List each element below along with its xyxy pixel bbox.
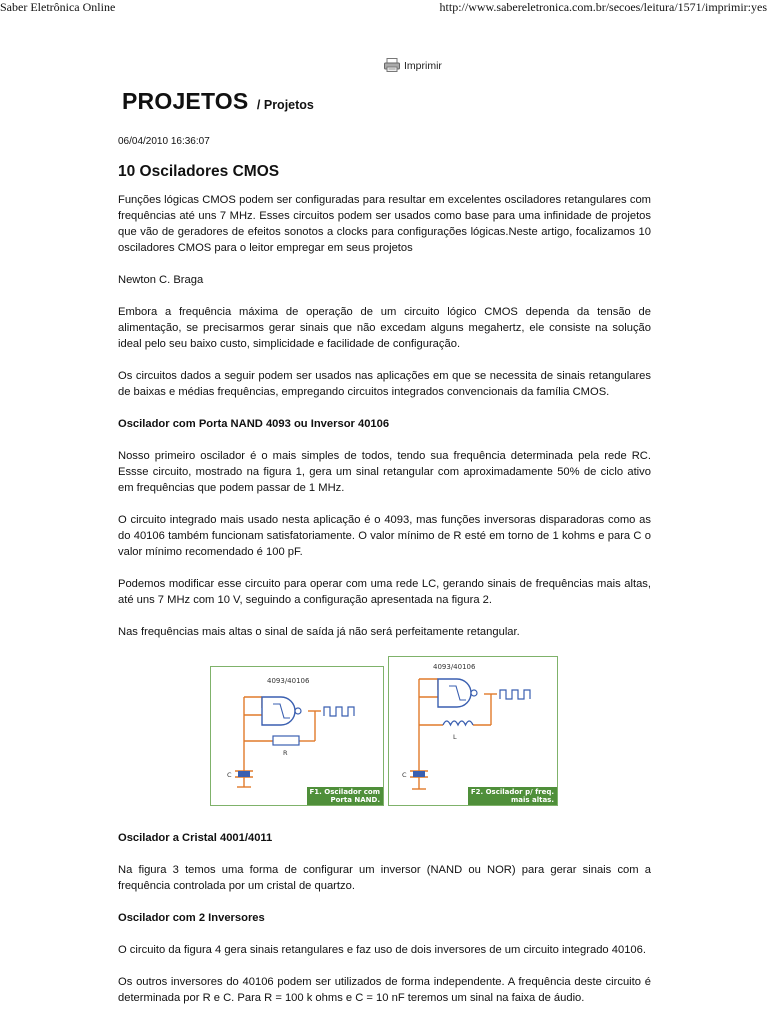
figure-2-l-label: L <box>453 733 457 741</box>
paragraph: Embora a frequência máxima de operação de um circuito lógico CMOS dependa da tensão de alimentação, se precisarmos gerar sinais que não excedam alguns megahertz, ele consiste na solução ideal pelo seu baixo custo, simplicidade e facilidade de configuração. <box>118 306 651 350</box>
paragraph: O circuito integrado mais usado nesta aplicação é o 4093, mas funções inversoras disparadoras como as do 40106 também funcionam satisfatoriamente. O valor mínimo de R esté em torno de 1 kohms e para C o valor mínimo recomendado é 100 pF. <box>118 514 651 558</box>
figure-1-r-label: R <box>283 749 288 757</box>
article-intro: Funções lógicas CMOS podem ser configuradas para resultar em excelentes osciladores retangulares com frequências até uns 7 MHz. Esses circuitos podem ser usados como base para uma infinidade de projetos que vão de geradores de efeitos sonotos a clocks para configurações lógicas.Neste artigo, focalizamos 10 osciladores CMOS para o leitor empregar em seus projetos <box>118 194 651 254</box>
section-heading <box>122 88 314 115</box>
article-author: Newton C. Braga <box>118 274 204 286</box>
subheading: Oscilador com Porta NAND 4093 ou Inversor 40106 <box>118 418 390 430</box>
section-title: PROJETOS <box>122 88 249 114</box>
paragraph: Podemos modificar esse circuito para operar com uma rede LC, gerando sinais de frequências mais altas, até uns 7 MHz com 10 V, seguindo a configuração apresentada na figura 2. <box>118 578 651 606</box>
article-title: 10 Osciladores CMOS <box>118 163 280 180</box>
figure-2-caption: F2. Oscilador p/ freq. mais altas. <box>468 787 557 805</box>
figure-1-chip-label: 4093/40106 <box>267 677 310 685</box>
paragraph: Na figura 3 temos uma forma de configurar um inversor (NAND ou NOR) para gerar sinais com a frequência controlada por um cristal de quartzo. <box>118 864 651 892</box>
site-name: Saber Eletrônica Online <box>0 0 116 14</box>
figure-1-c-label: C <box>227 771 232 779</box>
paragraph: O circuito da figura 4 gera sinais retangulares e faz uso de dois inversores de um circuito integrado 40106. <box>118 944 646 956</box>
paragraph: Nas frequências mais altas o sinal de saída já não será perfeitamente retangular. <box>118 626 520 638</box>
figure-1-circuit <box>211 667 383 805</box>
printer-icon <box>384 58 400 75</box>
figure-2 <box>388 656 558 806</box>
subheading: Oscilador com 2 Inversores <box>118 912 265 924</box>
paragraph: Os circuitos dados a seguir podem ser usados nas aplicações em que se necessita de sinais retangulares de baixas e médias frequências, empregando circuitos integrados convencionais da família CMOS. <box>118 370 651 398</box>
figure-1 <box>210 666 384 806</box>
print-button[interactable] <box>384 58 442 74</box>
figure-2-chip-label: 4093/40106 <box>433 663 476 671</box>
figures-row <box>118 656 651 812</box>
page-url: http://www.sabereletronica.com.br/secoes/leitura/1571/imprimir:yes <box>439 0 767 14</box>
article-date: 06/04/2010 16:36:07 <box>118 136 210 147</box>
paragraph: Nosso primeiro oscilador é o mais simples de todos, tendo sua frequência determinada pela rede RC. Essse circuito, mostrado na figura 1, gera um sinal retangular com aproximadamente 50% de ciclo ativo em frequências que podem passar de 1 MHz. <box>118 450 651 494</box>
subheading: Oscilador a Cristal 4001/4011 <box>118 832 273 844</box>
paragraph: Os outros inversores do 40106 podem ser utilizados de forma independente. A frequência deste circuito é determinada por R e C. Para R = 100 k ohms e C = 10 nF teremos um sinal na faixa de áudio. <box>118 976 651 1004</box>
print-label: Imprimir <box>404 60 442 72</box>
section-breadcrumb: / Projetos <box>256 98 314 112</box>
figure-2-c-label: C <box>402 771 407 779</box>
figure-1-caption: F1. Oscilador com Porta NAND. <box>307 787 384 805</box>
article-body <box>118 134 651 1022</box>
figure-2-circuit <box>389 657 557 805</box>
